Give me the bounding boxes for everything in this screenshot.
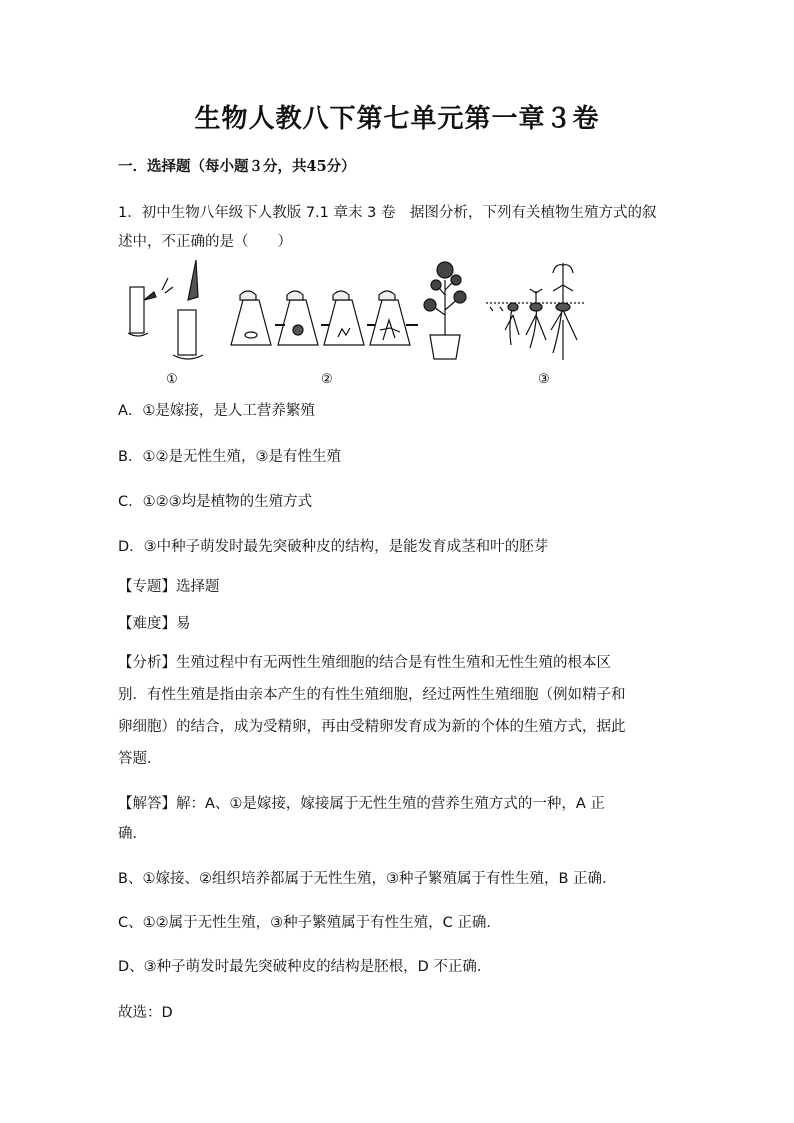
option-d: D．③中种子萌发时最先突破种皮的结构，是能发育成茎和叶的胚芽 <box>118 539 549 555</box>
figure-label-1: ① <box>166 372 178 385</box>
answer-line-2: 确． <box>118 826 147 842</box>
grafting-illustration <box>128 260 203 359</box>
question-stem-line-1: 1．初中生物八年级下人教版 7.1 章末 3 卷 据图分析，下列有关植物生殖方式的叙 <box>118 205 657 221</box>
tissue-culture-illustration <box>231 262 466 359</box>
difficulty-label: 【难度】易 <box>118 616 191 632</box>
plant-reproduction-diagram <box>118 255 598 385</box>
analysis-line-4: 答题． <box>118 751 162 767</box>
analysis-line-3: 卵细胞）的结合，成为受精卵，再由受精卵发育成为新的个体的生殖方式，据此 <box>118 719 626 735</box>
answer-line-3: B、①嫁接、②组织培养都属于无性生殖，③种子繁殖属于有性生殖，B 正确． <box>118 871 617 887</box>
figure-label-2: ② <box>321 372 333 385</box>
option-a: A．①是嫁接，是人工营养繁殖 <box>118 403 315 419</box>
page-title: 生物人教八下第七单元第一章３卷 <box>194 104 600 134</box>
section-heading: 一．选择题（每小题３分，共45分） <box>118 158 356 175</box>
topic-label: 【专题】选择题 <box>118 579 220 595</box>
answer-line-5: D、③种子萌发时最先突破种皮的结构是胚根，D 不正确． <box>118 959 492 975</box>
analysis-line-2: 别．有性生殖是指由亲本产生的有性生殖细胞，经过两性生殖细胞（例如精子和 <box>118 687 626 703</box>
final-answer: 故选：D <box>118 1005 173 1021</box>
answer-line-4: C、①②属于无性生殖，③种子繁殖属于有性生殖，C 正确． <box>118 915 501 931</box>
seed-germination-illustration <box>486 263 586 360</box>
analysis-line-1: 【分析】生殖过程中有无两性生殖细胞的结合是有性生殖和无性生殖的根本区 <box>118 655 611 671</box>
question-figure <box>118 255 598 385</box>
option-b: B．①②是无性生殖，③是有性生殖 <box>118 449 341 465</box>
figure-label-3: ③ <box>538 372 550 385</box>
option-c: C．①②③均是植物的生殖方式 <box>118 494 313 510</box>
question-stem-line-2: 述中，不正确的是（ ） <box>118 234 292 250</box>
answer-line-1: 【解答】解：A、①是嫁接，嫁接属于无性生殖的营养生殖方式的一种，A 正 <box>118 796 605 812</box>
